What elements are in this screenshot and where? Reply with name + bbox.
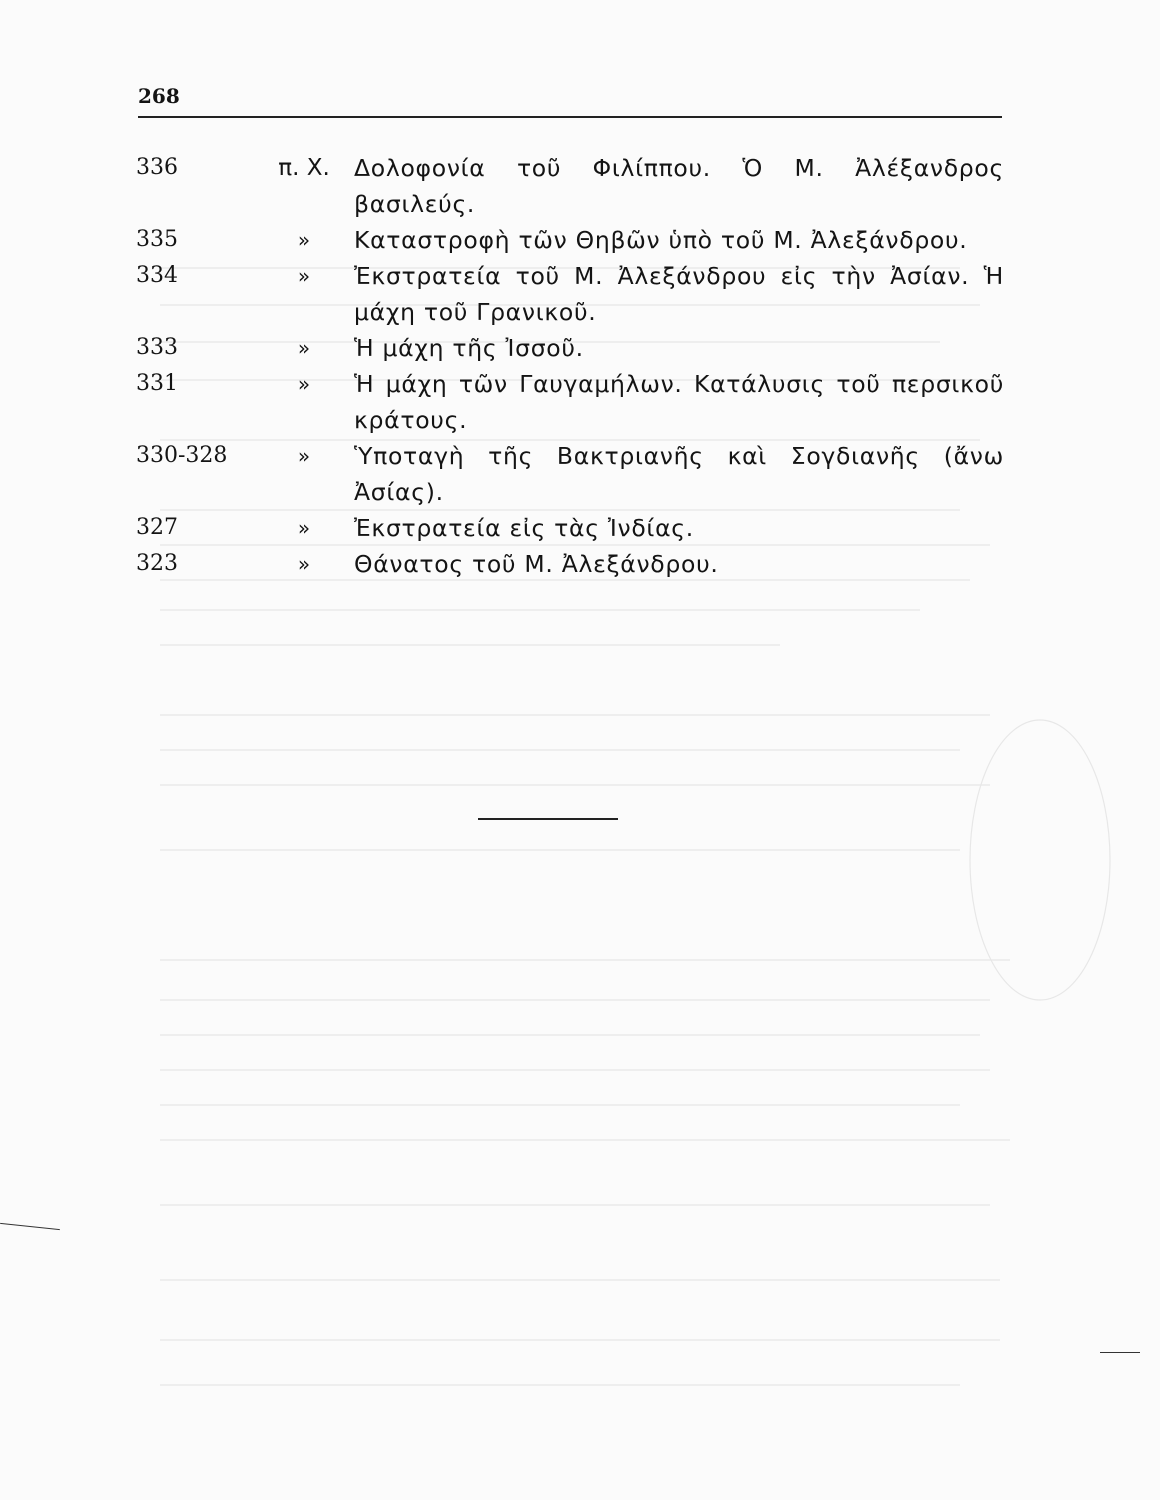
page-number: 268 bbox=[138, 84, 180, 108]
chronology-entry bbox=[136, 150, 1004, 222]
ditto-marker: » bbox=[297, 336, 311, 360]
ditto-marker: » bbox=[297, 516, 311, 540]
entry-event: Ὑποταγὴ τῆς Βακτριανῆς καὶ Σογδιανῆς (ἄνω Ἀσίας). bbox=[354, 442, 1004, 506]
entry-year: 323 bbox=[136, 551, 178, 576]
entry-year: 336 bbox=[136, 155, 178, 180]
chronology-entry bbox=[136, 438, 1004, 510]
header-rule bbox=[138, 116, 1002, 118]
chronology-entry bbox=[136, 510, 1004, 546]
ditto-marker: » bbox=[297, 228, 311, 252]
ditto-marker: » bbox=[297, 552, 311, 576]
entry-event: Ἐκστρατεία τοῦ Μ. Ἀλεξάνδρου εἰς τὴν Ἀσίαν. Ἡ μάχη τοῦ Γρανικοῦ. bbox=[354, 262, 1004, 326]
entry-event: Ἡ μάχη τῶν Γαυγαμήλων. Κατάλυσις τοῦ περσικοῦ κράτους. bbox=[354, 370, 1004, 434]
ditto-marker: » bbox=[297, 444, 311, 468]
margin-scratch bbox=[1100, 1352, 1140, 1353]
chronology-entry bbox=[136, 546, 1004, 582]
chronology-entry bbox=[136, 258, 1004, 330]
section-end-rule bbox=[478, 818, 618, 820]
ditto-marker: » bbox=[297, 372, 311, 396]
entry-year: 327 bbox=[136, 515, 178, 540]
entry-event: Ἡ μάχη τῆς Ἰσσοῦ. bbox=[354, 334, 584, 362]
entry-event: Καταστροφὴ τῶν Θηβῶν ὑπὸ τοῦ Μ. Ἀλεξάνδρου. bbox=[354, 226, 968, 254]
entry-event: Θάνατος τοῦ Μ. Ἀλεξάνδρου. bbox=[354, 550, 719, 578]
entry-year: 335 bbox=[136, 227, 178, 252]
entry-year: 331 bbox=[136, 371, 178, 396]
entry-year: 333 bbox=[136, 335, 178, 360]
ditto-marker: » bbox=[297, 264, 311, 288]
entry-year: 330-328 bbox=[136, 443, 228, 468]
chronology-entry bbox=[136, 330, 1004, 366]
chronology-entry bbox=[136, 222, 1004, 258]
margin-scratch bbox=[0, 1223, 60, 1230]
entry-year: 334 bbox=[136, 263, 178, 288]
chronology-entry bbox=[136, 366, 1004, 438]
era-marker: π. Χ. bbox=[278, 155, 330, 181]
chronology-list bbox=[136, 150, 1004, 582]
entry-event: Δολοφονία τοῦ Φιλίππου. Ὁ Μ. Ἀλέξανδρος βασιλεύς. bbox=[354, 154, 1004, 218]
entry-event: Ἐκστρατεία εἰς τὰς Ἰνδίας. bbox=[354, 514, 694, 542]
